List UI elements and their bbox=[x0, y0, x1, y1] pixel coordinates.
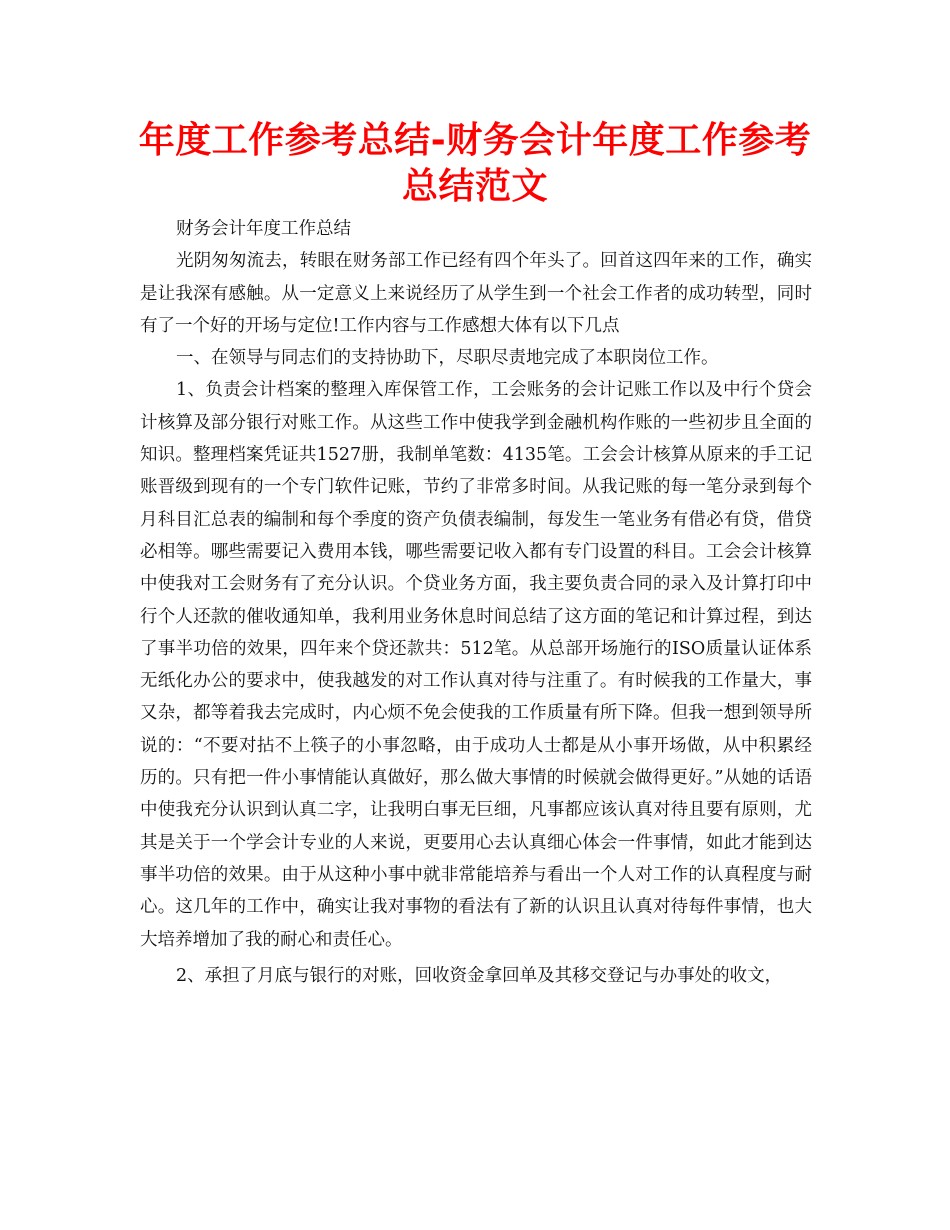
paragraph-item-2: 2、承担了月底与银行的对账，回收资金拿回单及其移交登记与办事处的收文， bbox=[176, 965, 783, 986]
section-subtitle: 财务会计年度工作总结 bbox=[176, 219, 351, 239]
paragraph-item-1: 1、负责会计档案的整理入库保管工作，工会账务的会计记账工作以及中行个贷会计核算及部分银行对账工作。从这些工作中使我学到金融机构作账的一些初步且全面的知识。整理档案凭证共1527册，我制单笔数：4135笔。工会会计核算从原来的手工记账晋级到现有的一个专门软件记账，节约了非常多时间。从我记账的每一笔分录到每个月科目汇总表的编制和每个季度的资产负债表编制，每发生一笔业务有借必有贷，借贷必相等。哪些需要记入费用本钱，哪些需要记收入都有专门设置的科目。工会会计核算中使我对工会财务有了充分认识。个贷业务方面，我主要负责合同的录入及计算打印中行个人还款的催收通知单，我利用业务休息时间总结了这方面的笔记和计算过程，到达了事半功倍的效果，四年来个贷还款共：512笔。从总部开场施行的ISO质量认证体系无纸化办公的要求中，使我越发的对工作认真对待与注重了。有时候我的工作量大，事又杂，都等着我去完成时，内心烦不免会使我的工作质量有所下降。但我一想到领导所说的：“不要对拈不上筷子的小事忽略，由于成功人士都是从小事开场做，从中积累经历的。只有把一件小事情能认真做好，那么做大事情的时候就会做得更好。”从她的话语中使我充分认识到认真二字，让我明白事无巨细，凡事都应该认真对待且要有原则，尤其是关于一个学会计专业的人来说，更要用心去认真细心体会一件事情，如此才能到达事半功倍的效果。由于从这种小事中就非常能培养与看出一个人对工作的认真程度与耐心。这几年的工作中，确实让我对事物的看法有了新的认识且认真对待每件事情，也大大培养增加了我的耐心和责任心。 bbox=[140, 380, 812, 950]
intro-paragraph: 光阴匆匆流去，转眼在财务部工作已经有四个年头了。回首这四年来的工作，确实是让我深有感触。从一定意义上来说经历了从学生到一个社会工作者的成功转型，同时有了一个好的开场与定位!工作内容与工作感想大体有以下几点 bbox=[140, 251, 812, 336]
document-title: 年度工作参考总结-财务会计年度工作参考总结范文 bbox=[138, 120, 812, 207]
section-heading-1: 一、在领导与同志们的支持协助下，尽职尽责地完成了本职岗位工作。 bbox=[176, 348, 719, 369]
document-body bbox=[140, 213, 812, 992]
